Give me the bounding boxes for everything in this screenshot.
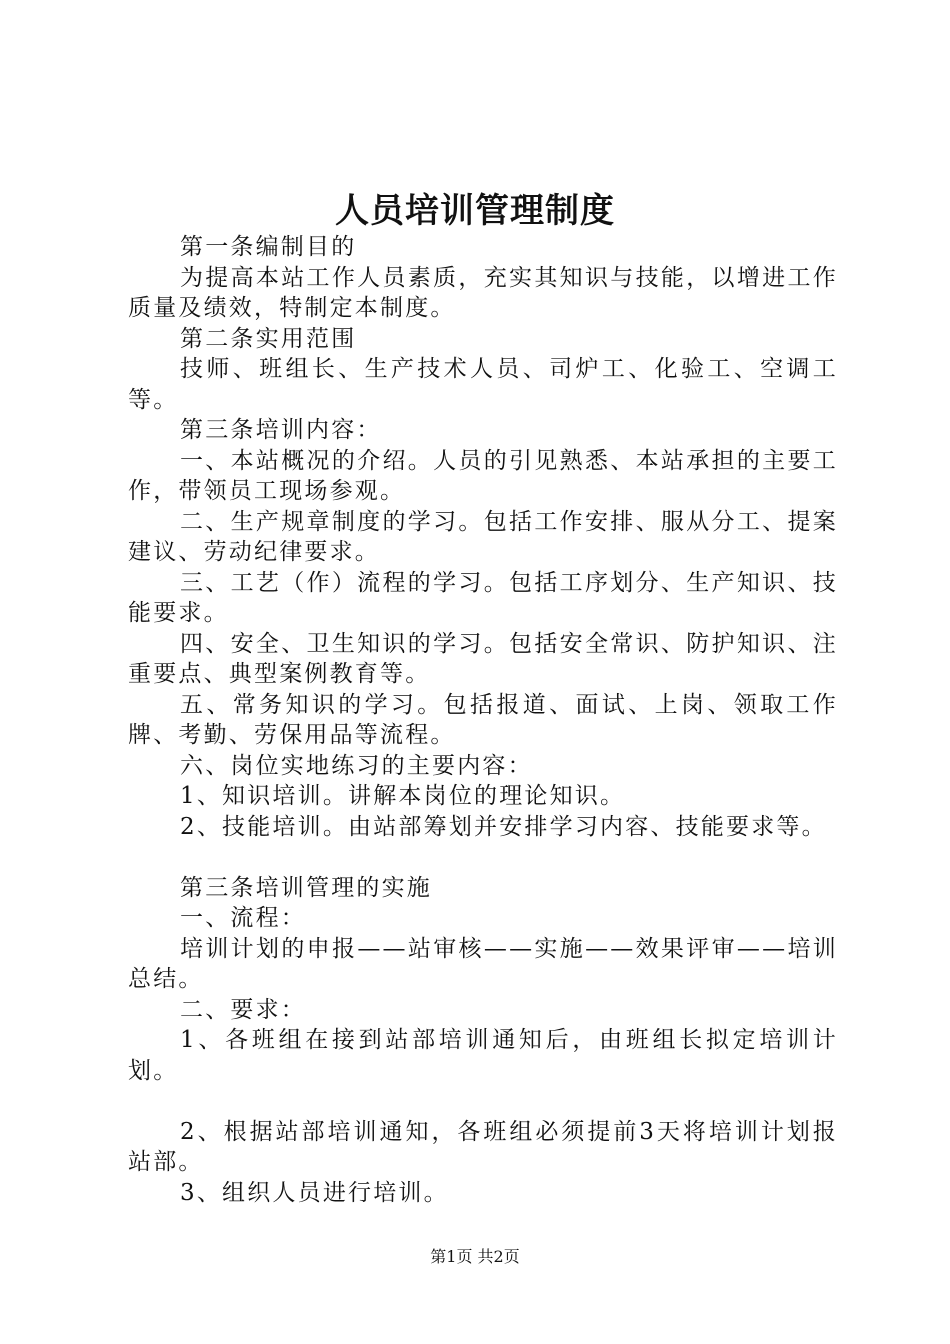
paragraph-content-sub-1: 1、知识培训。讲解本岗位的理论知识。: [180, 783, 626, 809]
paragraph-content-item-3: 三、工艺（作）流程的学习。包括工序划分、生产知识、技能要求。: [128, 569, 838, 626]
blank-line: [128, 842, 838, 873]
document-body: [128, 232, 838, 1208]
paragraph-scope: 技师、班组长、生产技术人员、司炉工、化验工、空调工等。: [128, 356, 838, 413]
document-title: 人员培训管理制度: [335, 191, 615, 231]
paragraph-section-3-heading: 第三条培训内容：: [180, 417, 382, 443]
paragraph-requirements-heading: 二、要求：: [180, 996, 306, 1023]
paragraph-content-item-4: 四、安全、卫生知识的学习。包括安全常识、防护知识、注重要点、典型案例教育等。: [128, 630, 838, 687]
paragraph-content-item-1: 一、本站概况的介绍。人员的引见熟悉、本站承担的主要工作，带领员工现场参观。: [128, 447, 838, 504]
paragraph-requirement-1: 1、各班组在接到站部培训通知后，由班组长拟定培训计划。: [128, 1027, 838, 1084]
paragraph-content-item-6: 六、岗位实地练习的主要内容：: [180, 752, 533, 779]
paragraph-section-2-heading: 第二条实用范围: [180, 325, 357, 352]
paragraph-section-1-heading: 第一条编制目的: [180, 234, 357, 260]
paragraph-section-implementation-heading: 第三条培训管理的实施: [180, 874, 432, 901]
blank-line: [128, 1086, 838, 1117]
paragraph-process-heading: 一、流程：: [180, 905, 306, 931]
paragraph-content-item-5: 五、常务知识的学习。包括报道、面试、上岗、领取工作牌、考勤、劳保用品等流程。: [128, 691, 838, 748]
paragraph-purpose: 为提高本站工作人员素质，充实其知识与技能，以增进工作质量及绩效，特制定本制度。: [128, 264, 838, 321]
paragraph-requirement-3: 3、组织人员进行培训。: [180, 1179, 449, 1206]
paragraph-content-item-2: 二、生产规章制度的学习。包括工作安排、服从分工、提案建议、劳动纪律要求。: [128, 508, 838, 565]
page-number-footer: 第1页 共2页: [430, 1247, 520, 1266]
paragraph-process-flow: 培训计划的申报——站审核——实施——效果评审——培训总结。: [128, 935, 838, 992]
paragraph-requirement-2: 2、根据站部培训通知，各班组必须提前3天将培训计划报站部。: [128, 1118, 838, 1175]
paragraph-content-sub-2: 2、技能培训。由站部筹划并安排学习内容、技能要求等。: [180, 813, 827, 840]
